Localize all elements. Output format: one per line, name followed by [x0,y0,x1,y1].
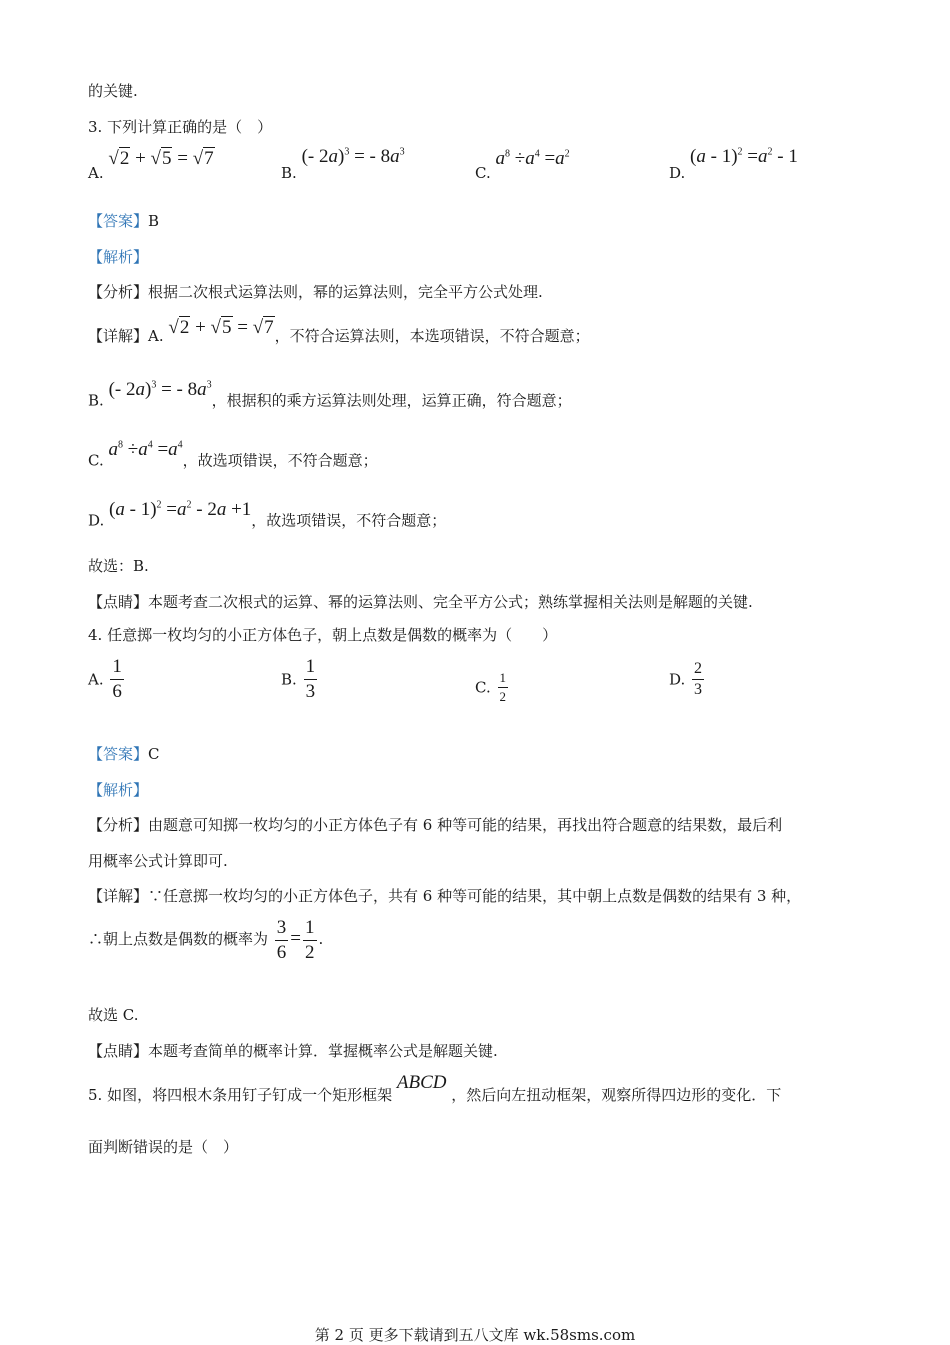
q4-option-c-fraction [498,670,509,705]
period: . [318,930,324,948]
fraction-numerator: 1 [305,656,316,677]
q5-stem-suffix: ，然后向左扭动框架，观察所得四边形的变化．下 [451,1086,782,1104]
q3-detail-c-text: ，故选项错误，不符合题意； [182,451,378,470]
fraction-numerator: 3 [276,916,287,938]
q4-option-c-label: C. [475,678,491,697]
q4-option-d-fraction [692,660,704,699]
q4-choose: 故选 C. [88,1006,139,1024]
page-footer: 第 2 页 更多下载请到五八文库 wk.58sms.com [314,1326,636,1344]
q3-option-c [475,148,570,182]
q3-detail-d [88,496,446,540]
q4-option-b [281,656,319,703]
fraction-denominator: 2 [305,941,315,963]
q3-answer-tag: 【答案】 [88,212,149,230]
q3-detail-d-text: ，故选项错误，不符合题意； [251,511,447,530]
q4-answer-value: C [148,745,160,763]
q3-option-b-label: B. [281,164,297,182]
q3-option-c-label: C. [475,164,491,182]
q5-stem-line1 [88,1072,781,1118]
q3-fenxi [88,281,543,303]
fraction-numerator: 1 [112,656,122,677]
q3-answer-value: B [148,212,160,230]
q4-option-d [669,660,706,699]
q3-option-a-label: A. [88,164,104,182]
q4-comment [88,1040,498,1062]
q3-comment-text: 本题考查二次根式的运算、幂的运算法则、完全平方公式；熟练掌握相关法则是解题的关键. [148,593,753,611]
fraction-denominator: 2 [499,689,506,704]
q3-detail-b-formula: (- 2a)$^3$ = - $8a^3$ [108,379,212,401]
q3-detail-b [88,376,572,420]
q4-answer [88,743,160,765]
q3-option-c-formula: $a^8 \div a^4 =a^2$ [495,148,570,169]
q4-detail-tag: 【详解】 [88,887,149,905]
q4-fenxi-text: 由题意可知掷一枚均匀的小正方体色子有 6 种等可能的结果，再找出符合题意的结果数，最后利 [148,816,783,834]
q4-detail-line1 [88,885,801,907]
q3-fenxi-text: 根据二次根式运算法则，幂的运算法则，完全平方公式处理. [148,283,543,301]
q3-stem: 3. 下列计算正确的是（ ） [88,118,273,136]
fraction-numerator: 1 [499,670,506,685]
q5-rectangle-label: ABCD [396,1072,447,1093]
q3-comment-tag: 【点睛】 [88,593,149,611]
q3-detail-d-prefix: D. [88,511,105,530]
fraction-numerator: 1 [305,916,315,938]
q3-detail-b-text: ，根据积的乘方运算法则处理，运算正确，符合题意； [211,391,572,410]
q3-answer [88,210,159,232]
q4-comment-tag: 【点睛】 [88,1042,149,1060]
q4-analysis-tag: 【解析】 [88,781,149,799]
q3-fenxi-tag: 【分析】 [88,283,149,301]
q3-option-b [281,146,405,182]
q4-option-b-fraction [304,656,318,703]
equals-sign: = [290,928,302,949]
q4-option-b-label: B. [281,670,297,689]
top-fragment: 的关键. [88,82,138,100]
q5-stem-line2: 面判断错误的是（ ） [88,1138,239,1156]
q4-option-a-label: A. [88,670,104,689]
q3-detail-a-prefix: A. [148,327,164,345]
q3-option-d-formula: $(a - 1)^2 =a^2 - 1$ [690,146,798,167]
q3-detail-a-formula: √2 + √5 = √7 [168,317,274,338]
q3-option-a [88,148,215,182]
q4-option-a-fraction [110,656,124,703]
q3-analysis-tag: 【解析】 [88,248,149,266]
q3-detail-c-formula: $a^8 \div a^4 =a^4$ [108,439,183,461]
fraction-denominator: 6 [112,681,122,702]
q4-detail-fraction-1 [275,917,289,964]
q3-option-d [669,146,798,182]
q3-detail-c [88,436,378,480]
q3-detail-a [88,316,590,356]
q4-detail-line2-prefix: ∴朝上点数是偶数的概率为 [88,930,269,948]
q3-detail-c-prefix: C. [88,451,104,470]
q4-option-a [88,656,126,703]
q5-stem-prefix: 5. 如图，将四根木条用钉子钉成一个矩形框架 [88,1086,393,1104]
fraction-denominator: 3 [694,681,703,698]
q4-detail-fraction-2 [303,917,317,964]
q4-option-d-label: D. [669,670,686,689]
q3-detail-a-text: ，不符合运算法则，本选项错误，不符合题意； [274,327,590,345]
q4-detail-text: ∵任意掷一枚均匀的小正方体色子，共有 6 种等可能的结果，其中朝上点数是偶数的结果有 3 种， [148,887,802,905]
q3-comment [88,591,753,613]
q4-comment-text: 本题考查简单的概率计算．掌握概率公式是解题关键. [148,1042,498,1060]
q3-choose: 故选：B. [88,557,149,575]
fraction-numerator: 2 [694,660,703,677]
q3-detail-tag: 【详解】 [88,327,149,345]
fraction-denominator: 6 [276,941,287,963]
fraction-denominator: 3 [305,681,316,702]
q4-stem: 4. 任意掷一枚均匀的小正方体色子，朝上点数是偶数的概率为（ ） [88,626,558,644]
q4-answer-tag: 【答案】 [88,745,149,763]
q4-option-c [475,670,510,705]
q5-stem-math [397,1072,447,1093]
q3-option-d-label: D. [669,164,686,182]
q3-detail-d-formula: $(a - 1)^2 =a^2 - 2a +1$ [109,499,252,521]
q3-detail-b-prefix: B. [88,391,104,410]
q3-option-a-formula: √2 + √5 = √7 [108,148,214,169]
q4-fenxi-line1 [88,814,782,836]
q4-fenxi-line2: 用概率公式计算即可. [88,852,228,870]
q4-fenxi-tag: 【分析】 [88,816,149,834]
q4-detail-line2 [88,916,323,964]
q3-option-b-formula: (- 2a)$^3$ = - $8a^3$ [301,146,405,167]
